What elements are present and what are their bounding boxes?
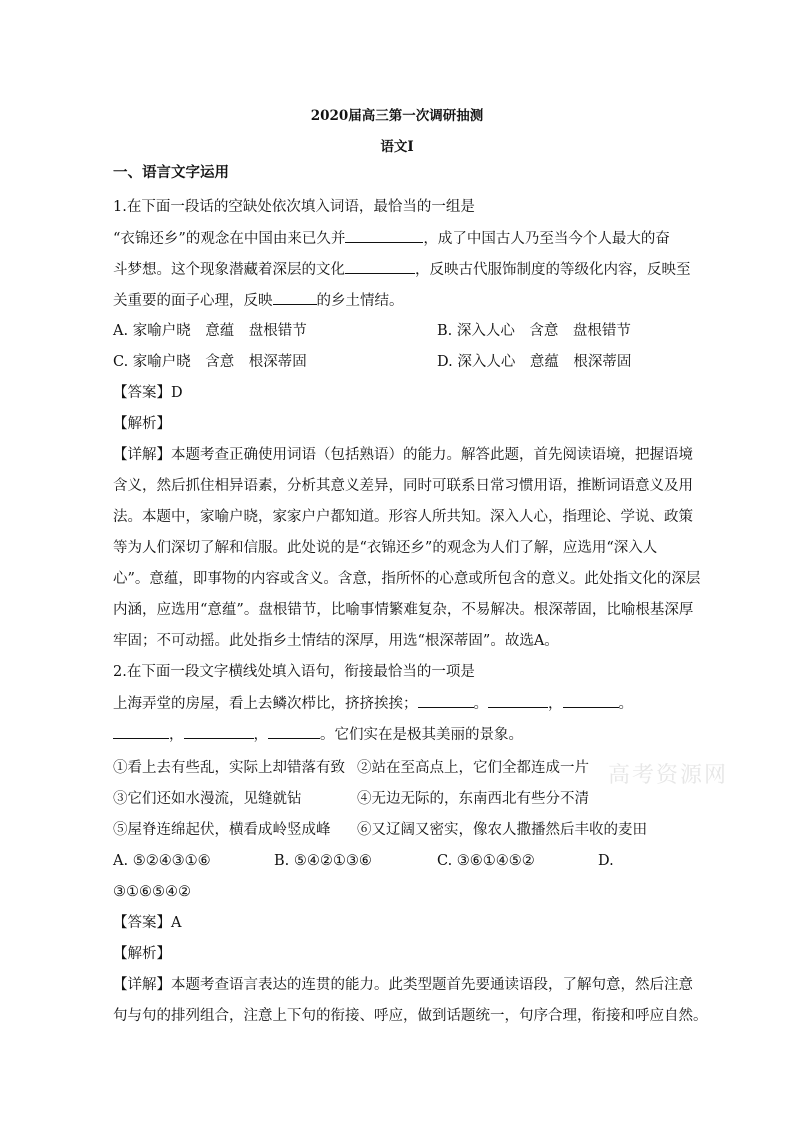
punctuation: ，	[253, 727, 268, 743]
answer-blank	[418, 693, 474, 708]
q2-option-b: B. ⑤④②①③⑥	[274, 853, 372, 869]
document-subtitle: 语文Ⅰ	[380, 139, 414, 155]
q1-analysis-line: 内涵，应选用“意蕴”。盘根错节，比喻事情繁难复杂，不易解决。根深蒂固，比喻根基深厚	[113, 602, 694, 618]
q1-passage-line-2	[113, 259, 691, 280]
punctuation: 。	[473, 696, 488, 712]
q2-stem: 2.在下面一段文字横线处填入语句，衔接最恰当的一项是	[113, 664, 475, 680]
q2-passage-text: 。它们实在是极其美丽的景象。	[320, 727, 523, 743]
q2-sentence-1: ①看上去有些乱，实际上却错落有致	[113, 760, 345, 776]
q1-passage-text: 关重要的面子心理，反映	[113, 293, 273, 309]
answer-blank	[488, 693, 548, 708]
q2-sentence-4: ④无边无际的，东南西北有些分不清	[357, 791, 589, 807]
q2-sentence-2: ②站在至高点上，它们全都连成一片	[357, 760, 589, 776]
q1-stem: 1.在下面一段话的空缺处依次填入词语，最恰当的一组是	[113, 199, 475, 215]
document-title: 2020届高三第一次调研抽测	[310, 108, 484, 124]
q2-answer: 【答案】A	[113, 915, 182, 931]
section-heading: 一、语言文字运用	[113, 164, 229, 181]
q1-option-d: D. 深入人心 意蕴 根深蒂固	[437, 354, 632, 370]
q2-option-a: A. ⑤②④③①⑥	[113, 853, 211, 869]
q1-passage-text: 斗梦想。这个现象潜藏着深层的文化	[113, 262, 345, 278]
punctuation: ，	[169, 727, 184, 743]
q1-passage-text: “衣锦还乡”的观念在中国由来已久并	[113, 231, 346, 247]
answer-blank	[273, 290, 317, 305]
q1-option-a: A. 家喻户晓 意蕴 盘根错节	[113, 323, 307, 339]
q1-passage-line-3	[113, 290, 685, 311]
q2-sentence-3: ③它们还如水漫流，见缝就钻	[113, 791, 302, 807]
q1-analysis-line: 心”。意蕴，即事物的内容或含义。含意，指所怀的心意或所包含的意义。此处指文化的深层	[113, 571, 701, 587]
q2-option-d-value: ③①⑥⑤④②	[113, 884, 191, 900]
q1-analysis-line: 法。本题中，家喻户晓，家家户户都知道。形容人所共知。深入人心，指理论、学说、政策	[113, 509, 693, 525]
q1-option-c: C. 家喻户晓 含意 根深蒂固	[113, 354, 307, 370]
answer-blank	[268, 724, 320, 739]
q2-passage-line-1	[113, 693, 685, 714]
q2-sentence-5: ⑤屋脊连绵起伏，横看成岭竖成峰	[113, 822, 331, 838]
punctuation: ，	[548, 696, 563, 712]
q2-passage-text: 上海弄堂的房屋，看上去鳞次栉比，挤挤挨挨；	[113, 696, 418, 712]
q1-analysis-label: 【解析】	[113, 416, 171, 432]
q1-passage-text: ，成了中国古人乃至当今个人最大的奋	[423, 231, 670, 247]
q1-passage-text: ，反映古代服饰制度的等级化内容，反映至	[415, 262, 691, 278]
q1-option-b: B. 深入人心 含意 盘根错节	[437, 323, 631, 339]
answer-blank	[345, 259, 415, 274]
punctuation: 。	[618, 696, 633, 712]
q1-analysis-line: 含义，然后抓住相异语素，分析其意义差异，同时可联系日常习惯用语，推断词语意义及用	[113, 478, 693, 494]
answer-blank	[184, 724, 254, 739]
q1-analysis-line: 牢固；不可动摇。此处指乡土情结的深厚，用选“根深蒂固”。故选A。	[113, 633, 559, 649]
q2-option-c: C. ③⑥①④⑤②	[437, 853, 535, 869]
answer-blank	[563, 693, 619, 708]
q1-passage-text: 的乡土情结。	[316, 293, 404, 309]
q2-analysis-line: 【详解】本题考查语言表达的连贯的能力。此类型题首先要通读语段，了解句意，然后注意	[113, 977, 693, 993]
q1-passage-line-1	[113, 228, 685, 249]
q1-answer: 【答案】D	[113, 385, 183, 401]
q2-passage-line-2	[113, 724, 685, 745]
q2-analysis-label: 【解析】	[113, 946, 171, 962]
q2-sentence-6: ⑥又辽阔又密实，像农人撒播然后丰收的麦田	[357, 822, 647, 838]
q2-option-d: D.	[598, 853, 614, 869]
watermark: 高考资源网	[608, 763, 729, 788]
q1-analysis-line: 【详解】本题考查正确使用词语（包括熟语）的能力。解答此题，首先阅读语境，把握语境	[113, 447, 693, 463]
q1-analysis-line: 等为人们深切了解和信服。此处说的是“衣锦还乡”的观念为人们了解，应选用“深入人	[113, 540, 658, 556]
q2-analysis-line: 句与句的排列组合，注意上下句的衔接、呼应，做到话题统一，句序合理，衔接和呼应自然。	[113, 1008, 708, 1024]
answer-blank	[113, 724, 169, 739]
answer-blank	[345, 228, 423, 243]
